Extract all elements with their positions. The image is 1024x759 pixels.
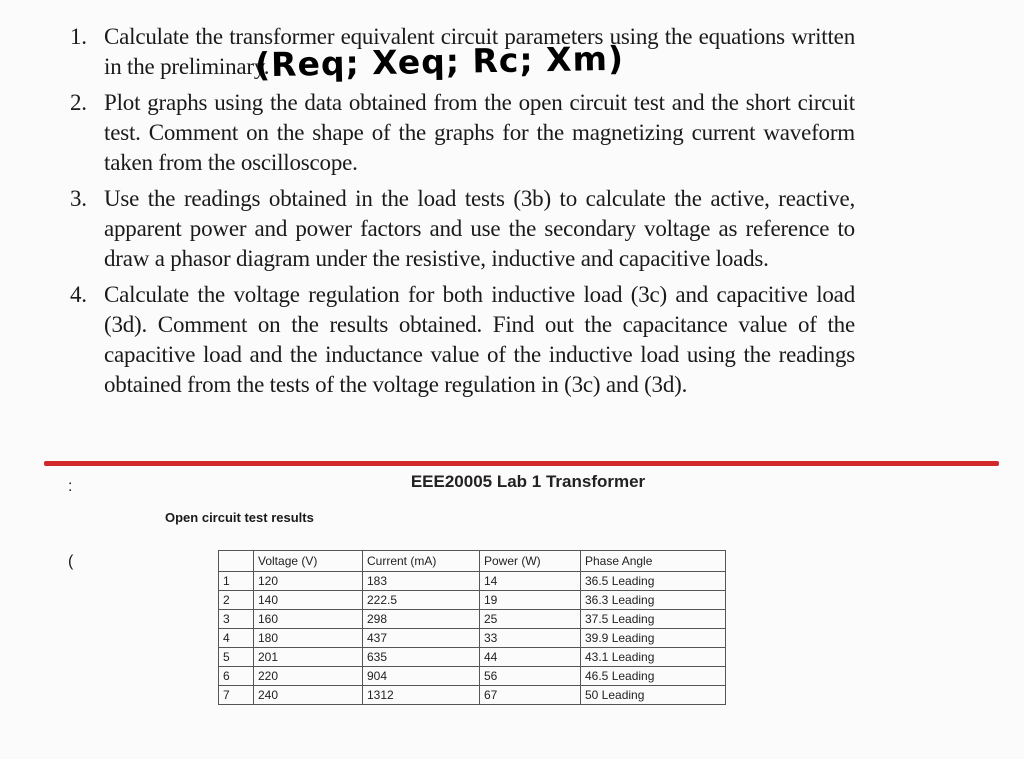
table-row [219, 610, 726, 629]
question-number: 4. [70, 282, 87, 307]
cell-current: 635 [363, 648, 480, 667]
cell-power: 25 [480, 610, 581, 629]
cell-phase-angle: 46.5 Leading [581, 667, 726, 686]
cell-index: 7 [219, 686, 254, 705]
table-row [219, 572, 726, 591]
cell-power: 33 [480, 629, 581, 648]
question-text: Use the readings obtained in the load tests (3b) to calculate the active, reactive, apparent power and power factors and use the secondary voltage as reference to draw a phasor diagram under the resistive, inductive and capacitive loads. [104, 186, 855, 271]
table-row [219, 591, 726, 610]
cell-power: 14 [480, 572, 581, 591]
cell-current: 298 [363, 610, 480, 629]
section-title: Open circuit test results [165, 510, 314, 525]
table-row [219, 629, 726, 648]
header-power: Power (W) [480, 551, 581, 572]
question-text: Plot graphs using the data obtained from the open circuit test and the short circuit test. Comment on the shape of the graphs for the magnetizing current waveform taken from the oscilloscope. [104, 90, 855, 175]
cell-current: 222.5 [363, 591, 480, 610]
margin-mark: ( [68, 553, 74, 570]
red-divider-line [44, 461, 999, 466]
cell-current: 437 [363, 629, 480, 648]
cell-power: 56 [480, 667, 581, 686]
header-index [219, 551, 254, 572]
cell-current: 183 [363, 572, 480, 591]
cell-index: 2 [219, 591, 254, 610]
cell-voltage: 201 [254, 648, 363, 667]
cell-voltage: 240 [254, 686, 363, 705]
cell-index: 4 [219, 629, 254, 648]
question-number: 2. [70, 90, 87, 115]
question-item [70, 280, 855, 400]
table-row [219, 667, 726, 686]
cell-voltage: 140 [254, 591, 363, 610]
handwritten-annotation: (Req; Xeq; Rc; Xm) [254, 38, 625, 85]
cell-voltage: 120 [254, 572, 363, 591]
header-current: Current (mA) [363, 551, 480, 572]
lab-title: EEE20005 Lab 1 Transformer [410, 472, 646, 491]
cell-voltage: 160 [254, 610, 363, 629]
question-item [70, 88, 855, 178]
margin-mark: : [68, 478, 73, 495]
cell-power: 19 [480, 591, 581, 610]
cell-phase-angle: 50 Leading [581, 686, 726, 705]
cell-phase-angle: 36.5 Leading [581, 572, 726, 591]
question-number: 1. [70, 24, 87, 49]
cell-voltage: 180 [254, 629, 363, 648]
cell-power: 44 [480, 648, 581, 667]
cell-phase-angle: 39.9 Leading [581, 629, 726, 648]
cell-power: 67 [480, 686, 581, 705]
cell-index: 3 [219, 610, 254, 629]
header-voltage: Voltage (V) [254, 551, 363, 572]
cell-voltage: 220 [254, 667, 363, 686]
cell-current: 904 [363, 667, 480, 686]
table-row [219, 648, 726, 667]
question-text: Calculate the transformer equivalent circuit parameters using the equations written in the preliminary. [104, 24, 855, 79]
cell-index: 6 [219, 667, 254, 686]
table-row [219, 686, 726, 705]
question-number: 3. [70, 186, 87, 211]
cell-phase-angle: 37.5 Leading [581, 610, 726, 629]
cell-current: 1312 [363, 686, 480, 705]
cell-index: 1 [219, 572, 254, 591]
cell-phase-angle: 43.1 Leading [581, 648, 726, 667]
question-item [70, 184, 855, 274]
cell-phase-angle: 36.3 Leading [581, 591, 726, 610]
table-header-row [219, 551, 726, 572]
question-text: Calculate the voltage regulation for both inductive load (3c) and capacitive load (3d). Comment on the results obtained. Find out the capacitance value of the capacitive load and the inductance value of the inductive load using the readings obtained from the tests of the voltage regulation in (3c) and (3d). [104, 282, 855, 397]
open-circuit-table [218, 550, 726, 705]
header-phase-angle: Phase Angle [581, 551, 726, 572]
cell-index: 5 [219, 648, 254, 667]
